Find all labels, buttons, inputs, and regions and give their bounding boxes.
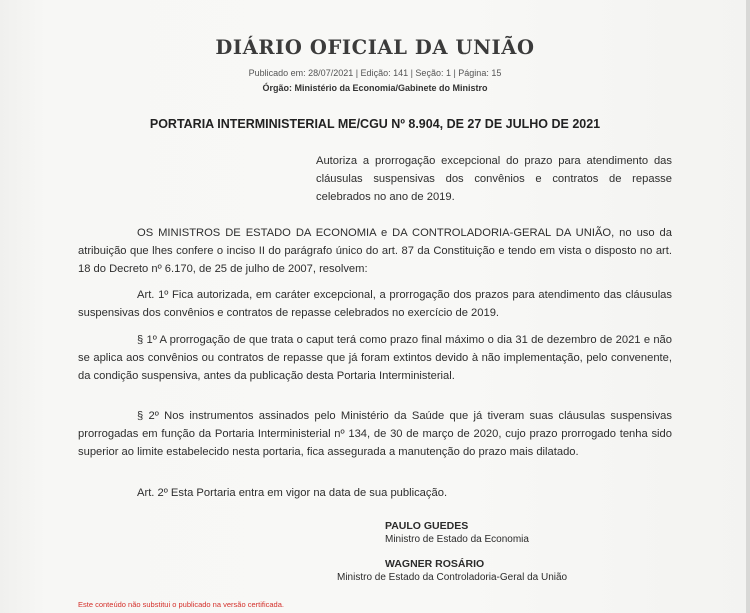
masthead-title: DIÁRIO OFICIAL DA UNIÃO [215,36,535,59]
signature-role: Ministro de Estado da Economia [385,534,529,545]
signature-block [337,558,567,584]
paragraph-art-2: Art. 2º Esta Portaria entra em vigor na data de sua publicação. [137,487,448,499]
orgao-line [0,83,750,93]
publication-info: Publicado em: 28/07/2021 | Edição: 141 | Seção: 1 | Página: 15 [248,68,502,78]
signature-name: PAULO GUEDES [385,520,469,532]
disclaimer-text: Este conteúdo não substitui o publicado na versão certificada. [78,600,284,609]
document-title: PORTARIA INTERMINISTERIAL ME/CGU Nº 8.904, DE 27 DE JULHO DE 2021 [149,117,601,131]
signature-name: WAGNER ROSÁRIO [385,558,485,570]
signature-role: Ministro de Estado da Controladoria-Geral da União [337,572,568,583]
orgao-label: Órgão: [262,83,292,93]
paragraph-art-1: Art. 1º Fica autorizada, em caráter excepcional, a prorrogação dos prazos para atendimento das cláusulas suspensivas dos convênios e contratos de repasse celebrados no exercício de 2019. [78,289,672,319]
paragraph-preamble: OS MINISTROS DE ESTADO DA ECONOMIA e DA CONTROLADORIA-GERAL DA UNIÃO, no uso da atribuição que lhes confere o inciso II do parágrafo único do art. 87 da Constituição e tendo em vista o disposto no art. 18 do Decreto nº 6.170, de 25 de julho de 2007, resolvem: [78,227,672,275]
orgao-value: Ministério da Economia/Gabinete do Ministro [294,83,488,93]
paragraph-par-2: § 2º Nos instrumentos assinados pelo Ministério da Saúde que já tiveram suas cláusulas suspensivas prorrogadas em função da Portaria Interministerial nº 134, de 30 de março de 2020, cujo prazo prorrogado tenha sido superior ao limite estabelecido nesta portaria, fica assegurada a manutenção do prazo mais dilatado. [78,410,672,458]
paragraph-par-1: § 1º A prorrogação de que trata o caput terá como prazo final máximo o dia 31 de dezembro de 2021 e não se aplica aos convênios ou contratos de repasse que já foram extintos devido à não implementação, pelo convenente, da condição suspensiva, antes da publicação desta Portaria Interministerial. [78,334,672,382]
signature-block [385,520,529,546]
ementa: Autoriza a prorrogação excepcional do prazo para atendimento das cláusulas suspensivas dos convênios e contratos de repasse celebrados no ano de 2019. [316,155,672,203]
